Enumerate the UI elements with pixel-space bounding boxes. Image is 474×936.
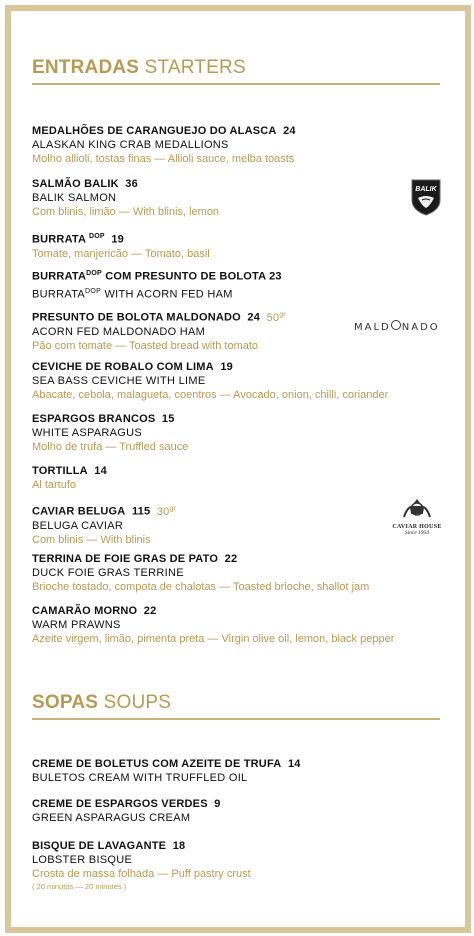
caviar-house-logo	[390, 497, 444, 536]
item-price: 19	[220, 361, 233, 373]
menu-item-boletus	[32, 758, 442, 785]
section-divider	[32, 718, 440, 720]
menu-item-asparagus	[32, 413, 442, 454]
item-price: 24	[283, 125, 296, 137]
item-price: 19	[111, 233, 124, 246]
item-name: CEVICHE DE ROBALO COM LIMA 19	[32, 361, 233, 373]
item-name: SALMÃO BALIK 36	[32, 178, 138, 190]
item-name: CREME DE BOLETUS COM AZEITE DE TRUFA 14	[32, 758, 301, 770]
item-price: 115	[131, 505, 151, 518]
item-english: SEA BASS CEVICHE WITH LIME	[32, 375, 206, 387]
item-name: BURRATA $^{DOP}$ 19	[32, 233, 124, 246]
item-english: $BURRATA^{DOP}$ WITH ACORN FED HAM	[32, 287, 233, 301]
item-english: LOBSTER BISQUE	[32, 854, 133, 866]
item-price: 18	[172, 840, 186, 852]
menu-item-foie-gras	[32, 553, 442, 594]
item-english: BELUGA CAVIAR	[32, 519, 124, 532]
item-description: Al tartufo	[32, 479, 77, 491]
menu-item-burrata-ham	[32, 267, 442, 301]
maldonado-logo: MALD NADO	[354, 322, 440, 333]
item-name: MEDALHÕES DE CARANGUEJO DO ALASCA 24	[32, 125, 296, 137]
item-name: CREME DE ESPARGOS VERDES 9	[32, 798, 221, 810]
item-description: Molho de trufa — Truffled sauce	[32, 441, 189, 453]
menu-item-ceviche	[32, 361, 442, 402]
item-name: PRESUNTO DE BOLOTA MALDONADO 24 $50^{gr}$	[32, 311, 286, 324]
item-name: CAVIAR BELUGA 115 $30^{gr}$	[32, 505, 177, 518]
menu-item-prawns	[32, 605, 442, 646]
menu-item-green-asparagus	[32, 798, 442, 825]
menu-item-tortilla	[32, 465, 442, 492]
item-description: Pão com tomate — Toasted bread with tomato	[32, 339, 259, 352]
item-english: ACORN FED MALDONADO HAM	[32, 325, 206, 338]
item-english: WHITE ASPARAGUS	[32, 427, 143, 439]
balik-logo-text: BALIK	[415, 186, 437, 193]
item-english: BALIK SALMON	[32, 192, 117, 204]
item-english: ALASKAN KING CRAB MEDALLIONS	[32, 139, 229, 151]
item-description: Molho allioli, tostas finas — Allioli sauce, melba toasts	[32, 153, 295, 165]
section-title-starters: ENTRADAS STARTERS	[32, 57, 246, 78]
menu-item-burrata	[32, 230, 442, 261]
menu-item-caviar	[32, 502, 442, 547]
caviar-house-name: CAVIAR HOUSE	[392, 524, 442, 530]
item-note: ( 20 minutos — 20 minutes )	[32, 882, 127, 891]
item-price: 24	[247, 311, 261, 324]
item-english: DUCK FOIE GRAS TERRINE	[32, 567, 184, 579]
item-description: Tomate, manjericão — Tomato, basil	[32, 247, 210, 260]
caviar-house-since: Since 1950	[404, 530, 430, 536]
item-description: Abacate, cebola, malagueta, coentros — Avocado, onion, chilli, coriander	[32, 389, 389, 401]
item-description: Com blinis — With blinis	[32, 533, 151, 546]
item-name: $BURRATA^{DOP}$ COM PRESUNTO DE BOLOTA 23	[32, 270, 282, 283]
item-price: 23	[269, 270, 282, 283]
item-description: Azeite virgem, limão, pimenta preta — Virgin olive oil, lemon, black pepper	[32, 633, 395, 645]
item-price: 14	[287, 758, 301, 770]
menu-item-lobster-bisque	[32, 840, 442, 892]
menu-item-salmon	[32, 178, 442, 219]
item-price: 9	[214, 798, 221, 810]
balik-logo	[410, 178, 442, 221]
item-name: CAMARÃO MORNO 22	[32, 605, 157, 617]
caviar-house-emblem-icon	[390, 497, 444, 519]
menu-item-crab	[32, 125, 442, 166]
item-description: Brioche tostado, compota de chalotas — Toasted brioche, shallot jam	[32, 581, 370, 593]
item-english: WARM PRAWNS	[32, 619, 121, 631]
item-name: TORTILLA 14	[32, 465, 107, 477]
item-name: ESPARGOS BRANCOS 15	[32, 413, 175, 425]
item-price: 22	[224, 553, 238, 565]
item-description: Com blinis, limão — With blinis, lemon	[32, 206, 220, 218]
item-english: GREEN ASPARAGUS CREAM	[32, 812, 191, 824]
item-description: Crosta de massa folhada — Puff pastry crust	[32, 868, 251, 880]
item-price: 15	[161, 413, 175, 425]
item-english: BULETOS CREAM WITH TRUFFLED OIL	[32, 772, 248, 784]
item-price: 36	[125, 178, 138, 190]
item-price: 14	[94, 465, 107, 477]
section-divider	[32, 83, 440, 85]
item-name: BISQUE DE LAVAGANTE 18	[32, 840, 186, 852]
section-title-soups: SOPAS SOUPS	[32, 692, 172, 713]
item-name: TERRINA DE FOIE GRAS DE PATO 22	[32, 553, 238, 565]
item-price: 22	[143, 605, 157, 617]
